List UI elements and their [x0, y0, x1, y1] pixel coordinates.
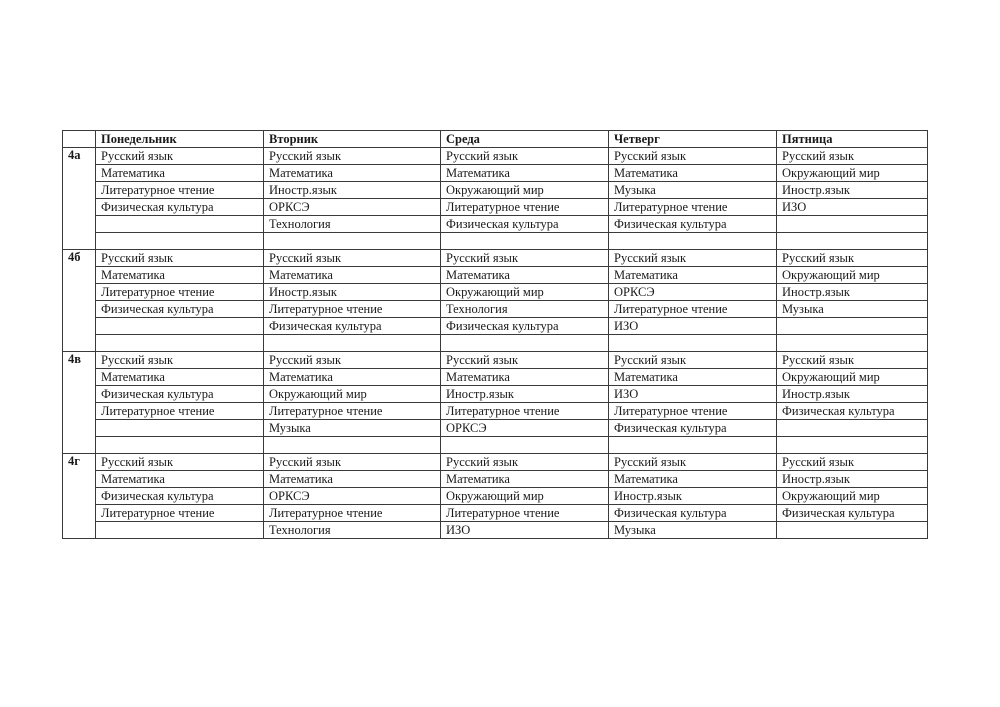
- lesson-cell: Математика: [441, 267, 609, 284]
- table-row: [63, 267, 928, 284]
- lesson-cell: Окружающий мир: [264, 386, 441, 403]
- lesson-cell: Окружающий мир: [777, 165, 928, 182]
- lesson-cell: [777, 522, 928, 539]
- lesson-cell: Окружающий мир: [777, 369, 928, 386]
- table-row: [63, 471, 928, 488]
- lesson-cell: [441, 335, 609, 352]
- lesson-cell: Физическая культура: [96, 386, 264, 403]
- lesson-cell: Математика: [96, 471, 264, 488]
- table-row: [63, 148, 928, 165]
- lesson-cell: Физическая культура: [96, 301, 264, 318]
- class-label: 4а: [63, 148, 96, 250]
- lesson-cell: Физическая культура: [96, 199, 264, 216]
- lesson-cell: Математика: [609, 165, 777, 182]
- lesson-cell: [96, 216, 264, 233]
- lesson-cell: ОРКСЭ: [264, 488, 441, 505]
- lesson-cell: [609, 437, 777, 454]
- lesson-cell: Русский язык: [441, 454, 609, 471]
- table-row: [63, 335, 928, 352]
- lesson-cell: [96, 437, 264, 454]
- table-row: [63, 182, 928, 199]
- lesson-cell: Иностр.язык: [777, 471, 928, 488]
- lesson-cell: Технология: [264, 216, 441, 233]
- lesson-cell: [264, 233, 441, 250]
- lesson-cell: [609, 335, 777, 352]
- lesson-cell: Иностр.язык: [264, 182, 441, 199]
- table-row: [63, 165, 928, 182]
- lesson-cell: Музыка: [609, 182, 777, 199]
- lesson-cell: Русский язык: [777, 454, 928, 471]
- lesson-cell: ОРКСЭ: [441, 420, 609, 437]
- class-label: 4г: [63, 454, 96, 539]
- table-row: [63, 233, 928, 250]
- lesson-cell: ИЗО: [777, 199, 928, 216]
- table-row: [63, 352, 928, 369]
- lesson-cell: Русский язык: [96, 250, 264, 267]
- lesson-cell: Русский язык: [777, 148, 928, 165]
- lesson-cell: Литературное чтение: [96, 403, 264, 420]
- table-row: [63, 437, 928, 454]
- lesson-cell: Физическая культура: [441, 318, 609, 335]
- lesson-cell: Физическая культура: [609, 216, 777, 233]
- header-day-wednesday: Среда: [441, 131, 609, 148]
- lesson-cell: Литературное чтение: [264, 505, 441, 522]
- table-row: [63, 522, 928, 539]
- lesson-cell: Физическая культура: [777, 505, 928, 522]
- class-label: 4б: [63, 250, 96, 352]
- lesson-cell: Русский язык: [96, 352, 264, 369]
- lesson-cell: Литературное чтение: [264, 301, 441, 318]
- lesson-cell: Русский язык: [777, 352, 928, 369]
- lesson-cell: Математика: [609, 369, 777, 386]
- lesson-cell: Технология: [264, 522, 441, 539]
- lesson-cell: Русский язык: [264, 148, 441, 165]
- lesson-cell: Математика: [264, 267, 441, 284]
- table-row: [63, 199, 928, 216]
- header-day-monday: Понедельник: [96, 131, 264, 148]
- table-row: [63, 386, 928, 403]
- lesson-cell: Литературное чтение: [441, 199, 609, 216]
- table-row: [63, 284, 928, 301]
- lesson-cell: Иностр.язык: [264, 284, 441, 301]
- lesson-cell: Математика: [96, 369, 264, 386]
- lesson-cell: [264, 437, 441, 454]
- header-corner-cell: [63, 131, 96, 148]
- lesson-cell: [96, 318, 264, 335]
- lesson-cell: ИЗО: [609, 386, 777, 403]
- lesson-cell: Русский язык: [609, 352, 777, 369]
- lesson-cell: Иностр.язык: [441, 386, 609, 403]
- lesson-cell: Литературное чтение: [609, 301, 777, 318]
- lesson-cell: ИЗО: [609, 318, 777, 335]
- header-day-tuesday: Вторник: [264, 131, 441, 148]
- schedule-table: [62, 130, 928, 539]
- table-row: [63, 369, 928, 386]
- lesson-cell: Математика: [96, 165, 264, 182]
- table-row: [63, 454, 928, 471]
- lesson-cell: Математика: [441, 369, 609, 386]
- header-day-friday: Пятница: [777, 131, 928, 148]
- lesson-cell: Окружающий мир: [441, 182, 609, 199]
- lesson-cell: Русский язык: [441, 250, 609, 267]
- lesson-cell: Математика: [264, 471, 441, 488]
- lesson-cell: Литературное чтение: [264, 403, 441, 420]
- lesson-cell: [777, 318, 928, 335]
- lesson-cell: Иностр.язык: [609, 488, 777, 505]
- lesson-cell: Окружающий мир: [777, 267, 928, 284]
- lesson-cell: Русский язык: [96, 454, 264, 471]
- lesson-cell: Физическая культура: [264, 318, 441, 335]
- lesson-cell: [777, 420, 928, 437]
- lesson-cell: [777, 335, 928, 352]
- lesson-cell: Литературное чтение: [96, 284, 264, 301]
- lesson-cell: Русский язык: [441, 352, 609, 369]
- lesson-cell: Математика: [264, 165, 441, 182]
- table-row: [63, 301, 928, 318]
- lesson-cell: [777, 233, 928, 250]
- lesson-cell: Окружающий мир: [441, 488, 609, 505]
- header-row: [63, 131, 928, 148]
- lesson-cell: Русский язык: [609, 454, 777, 471]
- lesson-cell: ИЗО: [441, 522, 609, 539]
- lesson-cell: Иностр.язык: [777, 182, 928, 199]
- lesson-cell: Русский язык: [441, 148, 609, 165]
- lesson-cell: [609, 233, 777, 250]
- table-row: [63, 420, 928, 437]
- lesson-cell: Физическая культура: [609, 420, 777, 437]
- lesson-cell: Окружающий мир: [441, 284, 609, 301]
- table-row: [63, 505, 928, 522]
- lesson-cell: [777, 216, 928, 233]
- lesson-cell: Русский язык: [264, 454, 441, 471]
- table-row: [63, 488, 928, 505]
- schedule-body: [63, 148, 928, 539]
- lesson-cell: Литературное чтение: [609, 199, 777, 216]
- lesson-cell: Музыка: [609, 522, 777, 539]
- lesson-cell: Математика: [609, 267, 777, 284]
- lesson-cell: Технология: [441, 301, 609, 318]
- lesson-cell: ОРКСЭ: [264, 199, 441, 216]
- lesson-cell: [441, 233, 609, 250]
- lesson-cell: [96, 335, 264, 352]
- lesson-cell: [264, 335, 441, 352]
- lesson-cell: Русский язык: [609, 148, 777, 165]
- lesson-cell: Математика: [441, 165, 609, 182]
- lesson-cell: [96, 420, 264, 437]
- lesson-cell: Музыка: [777, 301, 928, 318]
- table-row: [63, 318, 928, 335]
- lesson-cell: Математика: [264, 369, 441, 386]
- lesson-cell: Литературное чтение: [96, 182, 264, 199]
- lesson-cell: Физическая культура: [609, 505, 777, 522]
- lesson-cell: Математика: [96, 267, 264, 284]
- table-row: [63, 216, 928, 233]
- lesson-cell: Математика: [609, 471, 777, 488]
- lesson-cell: Литературное чтение: [441, 505, 609, 522]
- lesson-cell: Математика: [441, 471, 609, 488]
- lesson-cell: Литературное чтение: [96, 505, 264, 522]
- lesson-cell: Русский язык: [96, 148, 264, 165]
- lesson-cell: Литературное чтение: [609, 403, 777, 420]
- lesson-cell: Физическая культура: [96, 488, 264, 505]
- lesson-cell: Русский язык: [264, 352, 441, 369]
- lesson-cell: ОРКСЭ: [609, 284, 777, 301]
- lesson-cell: Физическая культура: [777, 403, 928, 420]
- header-day-thursday: Четверг: [609, 131, 777, 148]
- lesson-cell: [96, 233, 264, 250]
- lesson-cell: Русский язык: [609, 250, 777, 267]
- table-row: [63, 403, 928, 420]
- lesson-cell: Иностр.язык: [777, 386, 928, 403]
- lesson-cell: Физическая культура: [441, 216, 609, 233]
- lesson-cell: Литературное чтение: [441, 403, 609, 420]
- lesson-cell: Русский язык: [264, 250, 441, 267]
- class-label: 4в: [63, 352, 96, 454]
- table-row: [63, 250, 928, 267]
- lesson-cell: Русский язык: [777, 250, 928, 267]
- lesson-cell: Музыка: [264, 420, 441, 437]
- lesson-cell: Иностр.язык: [777, 284, 928, 301]
- lesson-cell: [441, 437, 609, 454]
- lesson-cell: [777, 437, 928, 454]
- lesson-cell: [96, 522, 264, 539]
- lesson-cell: Окружающий мир: [777, 488, 928, 505]
